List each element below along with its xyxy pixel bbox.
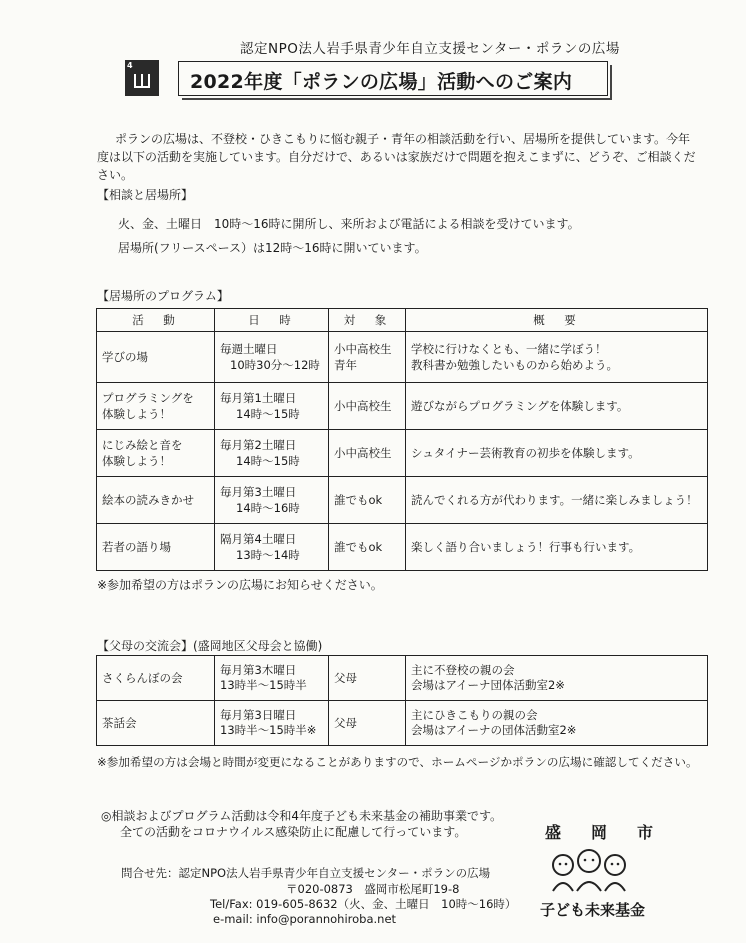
time-cell: 毎週土曜日 10時30分～12時 xyxy=(215,332,329,383)
meeting-name-cell: さくらんぼの会 xyxy=(97,656,215,701)
parents-heading: 【父母の交流会】(盛岡地区父母会と協働) xyxy=(97,639,323,653)
target-cell: 誰でもok xyxy=(329,477,406,524)
summary-cell: 楽しく語り合いましょう！行事も行います。 xyxy=(406,524,708,571)
activity-cell: にじみ絵と音を 体験しよう！ xyxy=(97,430,215,477)
target-cell: 小中高校生 xyxy=(329,383,406,430)
header-summary: 概 要 xyxy=(406,309,708,332)
covid-note: 全ての活動をコロナウイルス感染防止に配慮して行っています。 xyxy=(120,825,467,839)
activity-cell: 絵本の読みきかせ xyxy=(97,477,215,524)
contact-email: e-mail: info@porannohiroba.net xyxy=(213,912,397,926)
meeting-name-cell: 茶話会 xyxy=(97,701,215,746)
summary-cell: 読んでくれる方が代わります。一緒に楽しみましょう！ xyxy=(406,477,708,524)
table-row xyxy=(97,383,708,430)
header-target: 対 象 xyxy=(329,309,406,332)
parents-table xyxy=(96,655,708,746)
time-cell: 毎月第3木曜日 13時半～15時半 xyxy=(215,656,329,701)
city-name: 盛岡市 xyxy=(545,823,684,842)
target-cell: 父母 xyxy=(329,701,406,746)
fund-name: 子ども未来基金 xyxy=(540,901,646,919)
table-row xyxy=(97,656,708,701)
target-cell: 誰でもok xyxy=(329,524,406,571)
target-cell: 小中高校生 青年 xyxy=(329,332,406,383)
program-header-row xyxy=(97,309,708,332)
free-space-hours: 居場所(フリースペース）は12時～16時に開いています。 xyxy=(118,241,427,255)
header-activity: 活 動 xyxy=(97,309,215,332)
children-illustration-icon xyxy=(545,845,633,895)
activity-cell: 若者の語り場 xyxy=(97,524,215,571)
time-cell: 毎月第3日曜日 13時半～15時半※ xyxy=(215,701,329,746)
program-table xyxy=(96,308,708,571)
program-heading: 【居場所のプログラム】 xyxy=(97,289,229,303)
time-cell: 隔月第4土曜日 13時～14時 xyxy=(215,524,329,571)
summary-cell: シュタイナー芸術教育の初歩を体験します。 xyxy=(406,430,708,477)
summary-cell: 学校に行けなくとも、一緒に学ぼう！ 教科書か勉強したいものから始めよう。 xyxy=(406,332,708,383)
sdg-number: 4 xyxy=(127,61,133,70)
consult-heading: 【相談と居場所】 xyxy=(97,188,194,202)
contact-phone: Tel/Fax: 019-605-8632（火、金、土曜日 10時～16時） xyxy=(210,897,517,911)
contact-address: 〒020-0873 盛岡市松尾町19-8 xyxy=(286,882,460,896)
table-row xyxy=(97,701,708,746)
table-row xyxy=(97,477,708,524)
activity-cell: プログラミングを 体験しよう！ xyxy=(97,383,215,430)
time-cell: 毎月第3土曜日 14時～16時 xyxy=(215,477,329,524)
target-cell: 小中高校生 xyxy=(329,430,406,477)
summary-cell: 主に不登校の親の会 会場はアイーナ団体活動室2※ xyxy=(406,656,708,701)
header-time: 日 時 xyxy=(215,309,329,332)
table-row xyxy=(97,430,708,477)
summary-cell: 遊びながらプログラミングを体験します。 xyxy=(406,383,708,430)
time-cell: 毎月第2土曜日 14時～15時 xyxy=(215,430,329,477)
grant-note: ◎相談およびプログラム活動は令和4年度子ども未来基金の補助事業です。 xyxy=(101,809,503,823)
book-icon xyxy=(134,74,150,88)
parents-note: ※参加希望の方は会場と時間が変更になることがありますので、ホームページかポランの広場に確認してください。 xyxy=(97,755,698,769)
activity-cell: 学びの場 xyxy=(97,332,215,383)
summary-cell: 主にひきこもりの親の会 会場はアイーナの団体活動室2※ xyxy=(406,701,708,746)
contact-org: 問合せ先：認定NPO法人岩手県青少年自立支援センター・ポランの広場 xyxy=(121,866,491,880)
program-note: ※参加希望の方はポランの広場にお知らせください。 xyxy=(97,578,383,592)
time-cell: 毎月第1土曜日 14時～15時 xyxy=(215,383,329,430)
table-row xyxy=(97,332,708,383)
table-row xyxy=(97,524,708,571)
sdg-quality-education-icon xyxy=(125,60,159,96)
intro-paragraph: ポランの広場は、不登校・ひきこもりに悩む親子・青年の相談活動を行い、居場所を提供しています。今年度は以下の活動を実施しています。自分だけで、あるいは家族だけで問題を抱えこまずに、どうぞ、ご相談ください。 xyxy=(97,132,696,182)
target-cell: 父母 xyxy=(329,656,406,701)
page-title: 2022年度「ポランの広場」活動へのご案内 xyxy=(190,71,573,93)
organization-name: 認定NPO法人岩手県青少年自立支援センター・ポランの広場 xyxy=(240,41,620,57)
consult-hours: 火、金、土曜日 10時～16時に開所し、来所および電話による相談を受けています。 xyxy=(118,217,580,231)
